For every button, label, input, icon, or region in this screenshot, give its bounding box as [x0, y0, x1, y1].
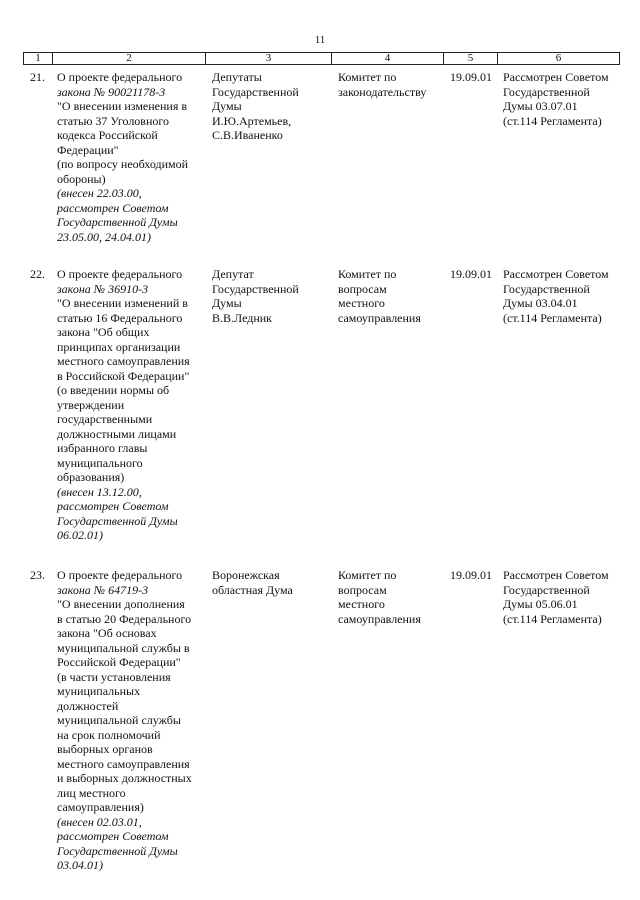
bill-line: (о введении нормы об: [57, 383, 170, 397]
bill-line: в Российской Федерации": [57, 368, 190, 383]
author-line: областная Дума: [212, 582, 293, 597]
bill-note: Государственной Думы: [57, 513, 178, 528]
column-header: 4: [332, 53, 444, 64]
committee: [338, 70, 446, 99]
result-line: Думы 03.04.01: [503, 296, 578, 310]
bill-note: Государственной Думы: [57, 843, 178, 858]
author-line: Государственной: [212, 281, 299, 296]
column-header: 5: [444, 53, 498, 64]
author-line: И.Ю.Артемьев,: [212, 113, 292, 128]
bill-number: закона № 64719-3: [57, 582, 149, 597]
result-line: Государственной: [503, 582, 590, 597]
committee: [338, 568, 446, 626]
bill-line: "О внесении изменений в: [57, 296, 188, 310]
committee-line: вопросам: [338, 281, 387, 296]
bill-number: закона № 90021178-3: [57, 84, 166, 99]
column-header-row: [23, 52, 620, 65]
bill-number: закона № 36910-3: [57, 281, 149, 296]
result-line: Рассмотрен Советом: [503, 70, 609, 84]
column-header: 3: [206, 53, 332, 64]
bill-line: государственными: [57, 412, 153, 426]
bill-line: муниципальных: [57, 684, 141, 698]
bill-line: должностей: [57, 698, 119, 713]
result: [503, 267, 631, 325]
result-line: Рассмотрен Советом: [503, 267, 609, 281]
result-line: Рассмотрен Советом: [503, 568, 609, 582]
entry-number: 21.: [30, 70, 45, 84]
result-line: Государственной: [503, 281, 590, 296]
entry-number: 22.: [30, 267, 45, 281]
bill-note: (внесен 02.03.01,: [57, 814, 142, 829]
bill-note: (внесен 13.12.00,: [57, 484, 142, 499]
bill-description: [57, 267, 209, 543]
author-line: Государственной: [212, 84, 299, 99]
bill-line: избранного главы: [57, 441, 148, 455]
bill-line: О проекте федерального: [57, 267, 183, 281]
bill-line: статью 37 Уголовного: [57, 113, 170, 128]
column-header: 2: [53, 53, 206, 64]
column-header: 6: [555, 52, 562, 64]
bill-line: местного самоуправления: [57, 354, 190, 368]
bill-note: 06.02.01): [57, 528, 103, 542]
committee-line: Комитет по: [338, 568, 397, 582]
bill-line: на срок полномочий: [57, 727, 161, 742]
committee-line: самоуправления: [338, 310, 421, 325]
bill-line: "О внесении изменения в: [57, 99, 188, 113]
committee-line: местного: [338, 597, 385, 611]
bill-note: 03.04.01): [57, 858, 103, 872]
bill-line: Федерации": [57, 142, 119, 157]
bill-line: (по вопросу необходимой: [57, 157, 189, 171]
review-date: 19.09.01: [450, 70, 492, 84]
author-line: Думы: [212, 296, 242, 310]
bill-line: и выборных должностных: [57, 771, 192, 785]
committee-line: самоуправления: [338, 611, 421, 626]
bill-author: [212, 267, 334, 325]
author-line: С.В.Иваненко: [212, 128, 283, 142]
bill-line: должностными лицами: [57, 426, 177, 441]
bill-line: утверждении: [57, 397, 125, 412]
page-number: 11: [314, 34, 326, 46]
bill-line: муниципального: [57, 455, 143, 470]
result-line: Государственной: [503, 84, 590, 99]
bill-line: Российской Федерации": [57, 655, 181, 669]
bill-line: закона "Об основах: [57, 626, 157, 640]
result: [503, 568, 631, 626]
bill-line: образования): [57, 470, 125, 484]
bill-line: статью 16 Федерального: [57, 310, 183, 325]
bill-note: Государственной Думы: [57, 215, 178, 229]
result-line: Думы 03.07.01: [503, 99, 578, 113]
bill-description: [57, 568, 209, 873]
result-line: (ст.114 Регламента): [503, 113, 602, 128]
bill-note: рассмотрен Советом: [57, 829, 169, 843]
author-line: В.В.Ледник: [212, 310, 273, 325]
committee-line: законодательству: [338, 84, 427, 99]
bill-line: самоуправления): [57, 800, 144, 814]
bill-note: рассмотрен Советом: [57, 499, 169, 513]
bill-line: выборных органов: [57, 742, 153, 756]
author-line: Воронежская: [212, 568, 280, 582]
bill-note: 23.05.00, 24.04.01): [57, 229, 151, 244]
committee-line: Комитет по: [338, 267, 397, 281]
bill-line: О проекте федерального: [57, 70, 183, 84]
committee-line: Комитет по: [338, 70, 397, 84]
committee-line: местного: [338, 296, 385, 310]
bill-line: принципах организации: [57, 339, 181, 354]
bill-line: муниципальной службы в: [57, 640, 190, 655]
bill-line: "О внесении дополнения: [57, 597, 185, 611]
bill-line: обороны): [57, 171, 106, 186]
bill-line: в статью 20 Федерального: [57, 611, 192, 626]
bill-line: лиц местного: [57, 785, 126, 800]
bill-description: [57, 70, 209, 244]
author-line: Депутаты: [212, 70, 262, 84]
bill-line: местного самоуправления: [57, 756, 190, 771]
bill-line: закона "Об общих: [57, 325, 150, 339]
bill-author: [212, 70, 334, 143]
committee-line: вопросам: [338, 582, 387, 597]
bill-note: (внесен 22.03.00,: [57, 186, 142, 200]
author-line: Депутат: [212, 267, 254, 281]
result-line: Думы 05.06.01: [503, 597, 578, 611]
bill-line: О проекте федерального: [57, 568, 183, 582]
result-line: (ст.114 Регламента): [503, 310, 602, 325]
bill-line: кодекса Российской: [57, 128, 158, 142]
review-date: 19.09.01: [450, 267, 492, 281]
bill-note: рассмотрен Советом: [57, 200, 169, 215]
review-date: 19.09.01: [450, 568, 492, 582]
author-line: Думы: [212, 99, 242, 113]
bill-author: [212, 568, 334, 597]
column-header: 1: [24, 53, 53, 64]
bill-line: муниципальной службы: [57, 713, 181, 727]
bill-line: (в части установления: [57, 669, 171, 684]
entry-number: 23.: [30, 568, 45, 582]
committee: [338, 267, 446, 325]
result-line: (ст.114 Регламента): [503, 611, 602, 626]
result: [503, 70, 631, 128]
